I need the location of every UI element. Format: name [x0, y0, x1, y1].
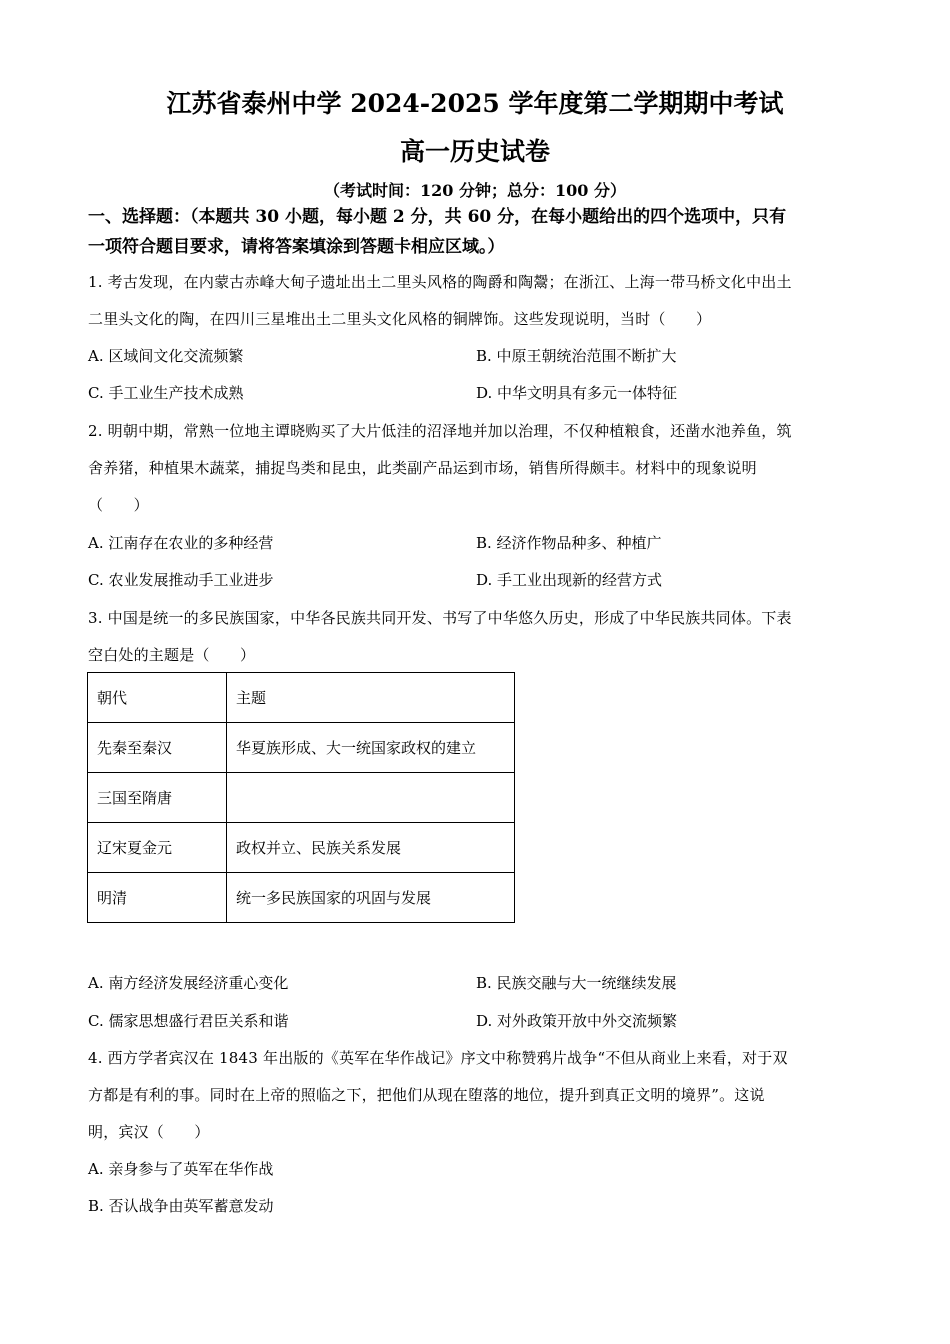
section-heading-line1: 一、选择题：（本题共 30 小题，每小题 2 分，共 60 分，在每小题给出的四个选项中，只有: [88, 207, 787, 227]
table-row: [88, 723, 515, 773]
table-cell: 辽宋夏金元: [88, 823, 227, 873]
table-header-cell: 朝代: [88, 673, 227, 723]
table-row: [88, 773, 515, 823]
table-cell: 三国至隋唐: [88, 773, 227, 823]
q2-stem-line2: 舍养猪，种植果木蔬菜，捕捉鸟类和昆虫，此类副产品运到市场，销售所得颇丰。材料中的现象说明: [88, 459, 757, 477]
table-header-cell: 主题: [227, 673, 515, 723]
q3-option-b: B. 民族交融与大一统继续发展: [476, 974, 677, 992]
q2-option-a: A. 江南存在农业的多种经营: [88, 534, 274, 552]
table-row: [88, 873, 515, 923]
q4-option-a: A. 亲身参与了英军在华作战: [88, 1160, 274, 1178]
q3-dynasty-table: [87, 672, 515, 923]
q3-option-d: D. 对外政策开放中外交流频繁: [476, 1012, 678, 1030]
section-heading-line2: 一项符合题目要求，请将答案填涂到答题卡相应区域。）: [88, 237, 505, 257]
exam-info: （考试时间：120 分钟；总分：100 分）: [324, 181, 626, 200]
table-row: [88, 823, 515, 873]
exam-subtitle: 高一历史试卷: [399, 137, 550, 166]
q2-stem-line3: （ ）: [88, 496, 149, 514]
q2-stem-line1: 2. 明朝中期，常熟一位地主谭晓购买了大片低洼的沼泽地并加以治理，不仅种植粮食，还凿水池养鱼，筑: [88, 422, 792, 440]
q2-option-d: D. 手工业出现新的经营方式: [476, 571, 663, 589]
q2-option-b: B. 经济作物品种多、种植广: [476, 534, 662, 552]
q1-option-d: D. 中华文明具有多元一体特征: [476, 384, 678, 402]
q4-stem-line1: 4. 西方学者宾汉在 1843 年出版的《英军在华作战记》序文中称赞鸦片战争“不但从商业上来看，对于双: [88, 1049, 788, 1067]
q3-stem-line1: 3. 中国是统一的多民族国家，中华各民族共同开发、书写了中华悠久历史，形成了中华民族共同体。下表: [88, 609, 792, 627]
table-cell: 明清: [88, 873, 227, 923]
table-cell: 政权并立、民族关系发展: [227, 823, 515, 873]
q4-option-b: B. 否认战争由英军蓄意发动: [88, 1197, 274, 1215]
table-cell: 华夏族形成、大一统国家政权的建立: [227, 723, 515, 773]
q2-option-c: C. 农业发展推动手工业进步: [88, 571, 274, 589]
table-cell-blank: [227, 773, 515, 823]
exam-title: 江苏省泰州中学 2024-2025 学年度第二学期期中考试: [166, 89, 784, 118]
table-cell: 先秦至秦汉: [88, 723, 227, 773]
q1-option-b: B. 中原王朝统治范围不断扩大: [476, 347, 677, 365]
q1-option-c: C. 手工业生产技术成熟: [88, 384, 244, 402]
q3-option-a: A. 南方经济发展经济重心变化: [88, 974, 289, 992]
q4-stem-line2: 方都是有利的事。同时在上帝的照临之下，把他们从现在堕落的地位，提升到真正文明的境界”。这说: [88, 1086, 765, 1104]
q4-stem-line3: 明，宾汉（ ）: [88, 1123, 210, 1141]
table-cell: 统一多民族国家的巩固与发展: [227, 873, 515, 923]
q3-stem-line2: 空白处的主题是（ ）: [88, 646, 256, 664]
q1-stem-line2: 二里头文化的陶，在四川三星堆出土二里头文化风格的铜牌饰。这些发现说明，当时（ ）: [88, 310, 712, 328]
q1-option-a: A. 区域间文化交流频繁: [88, 347, 244, 365]
q3-option-c: C. 儒家思想盛行君臣关系和谐: [88, 1012, 289, 1030]
table-header-row: [88, 673, 515, 723]
q1-stem-line1: 1. 考古发现，在内蒙古赤峰大甸子遗址出土二里头风格的陶爵和陶鬶；在浙江、上海一带马桥文化中出土: [88, 273, 792, 291]
